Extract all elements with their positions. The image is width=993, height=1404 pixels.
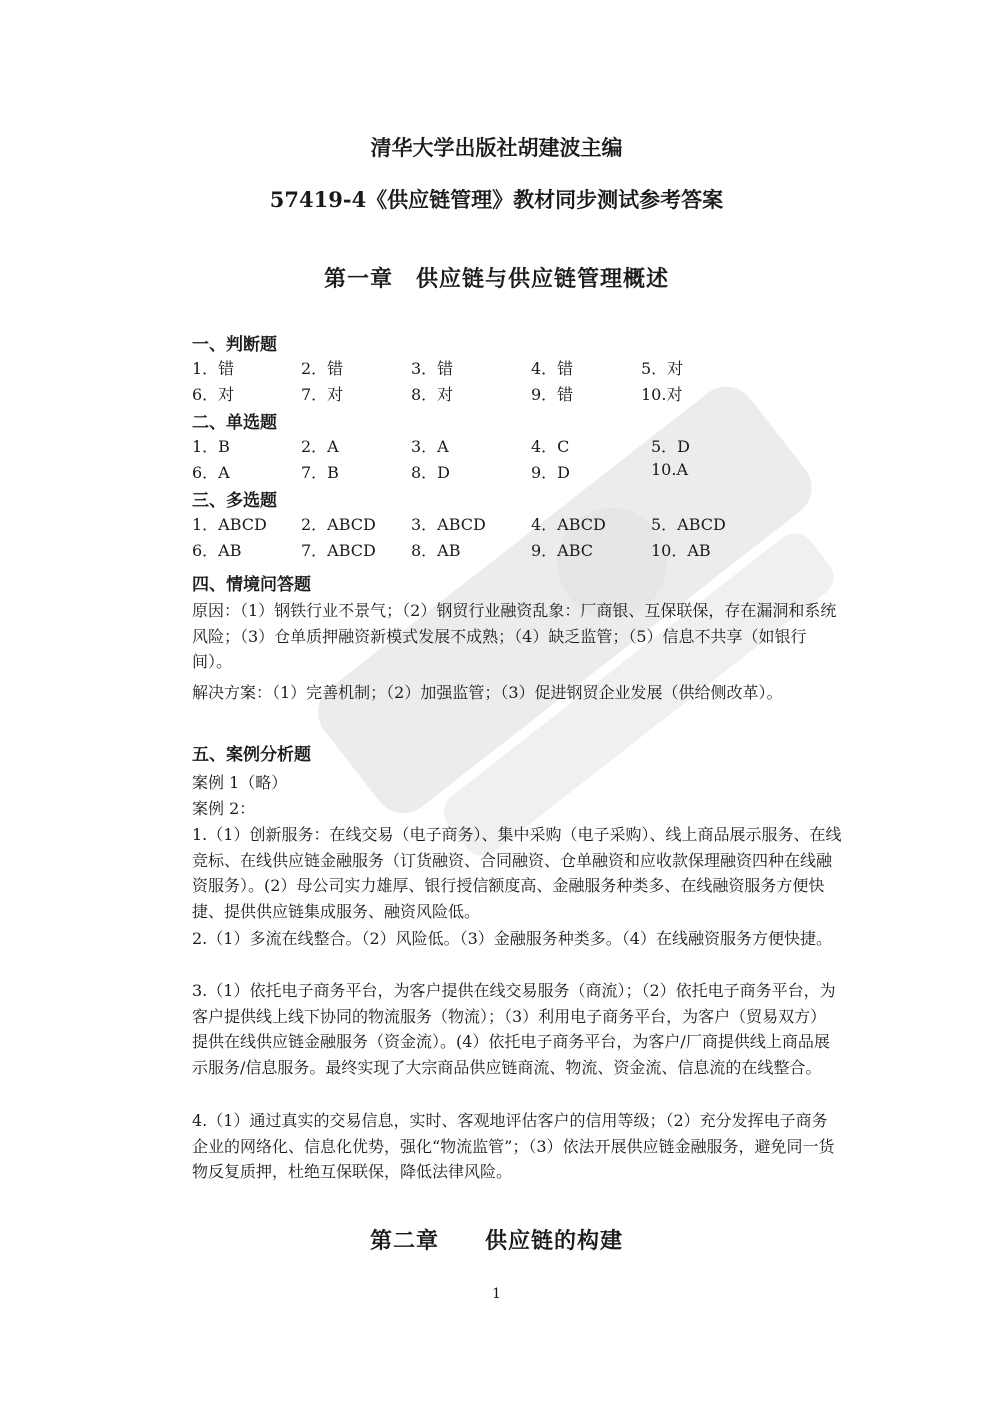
sec4-solution-paragraph xyxy=(192,680,842,706)
sec1-row2 xyxy=(0,382,993,406)
document-title: 57419-4《供应链管理》教材同步测试参考答案 xyxy=(269,187,724,212)
answer-item: 4．错 xyxy=(531,359,574,378)
answer-item: 9．D xyxy=(531,463,571,482)
answer-item: 1．ABCD xyxy=(192,515,267,534)
answer-item: 8．AB xyxy=(411,541,461,560)
answer-item: 2．A xyxy=(301,437,339,456)
case2-line: 案例 2： xyxy=(192,799,256,818)
sec2-row2 xyxy=(0,460,993,484)
answer-item: 2．错 xyxy=(301,359,344,378)
answer-item: 1．错 xyxy=(192,359,235,378)
answer-item: 9．ABC xyxy=(531,541,594,560)
answer-item: 5．ABCD xyxy=(651,515,726,534)
publisher-line: 清华大学出版社胡建波主编 xyxy=(370,135,623,160)
answer-item: 10.对 xyxy=(641,385,683,404)
answer-item: 9．错 xyxy=(531,385,574,404)
chapter1-title: 第一章 供应链与供应链管理概述 xyxy=(323,266,669,292)
answer-item: 2．ABCD xyxy=(301,515,376,534)
answer-item: 7．B xyxy=(301,463,339,482)
answer-item: 1．B xyxy=(192,437,230,456)
answer-item: 3．ABCD xyxy=(411,515,486,534)
sec5-heading: 五、案例分析题 xyxy=(192,745,311,765)
answer-item: 5．D xyxy=(651,437,691,456)
reason-text: 原因：（1）钢铁行业不景气；（2）钢贸行业融资乱象：厂商银、互保联保，存在漏洞和系统风险；（3）仓单质押融资新模式发展不成熟；（4）缺乏监管；（5）信息不共享（如银行间）。 xyxy=(192,601,837,672)
sec1-heading: 一、判断题 xyxy=(192,335,277,355)
answer-item: 7．ABCD xyxy=(301,541,376,560)
answer-item: 6．AB xyxy=(192,541,242,560)
sec3-heading: 三、多选题 xyxy=(192,491,277,511)
answer-item: 4．ABCD xyxy=(531,515,606,534)
chapter2-title: 第二章 供应链的构建 xyxy=(369,1228,623,1254)
case2-answer-4: 4.（1）通过真实的交易信息，实时、客观地评估客户的信用等级；（2）充分发挥电子商务企业的网络化、信息化优势，强化“物流监管”；（3）依法开展供应链金融服务，避免同一货物反复质押，杜绝互保联保，降低法律风险。 xyxy=(192,1111,835,1182)
answer-item: 6．对 xyxy=(192,385,235,404)
sec4-reason-paragraph xyxy=(192,598,842,675)
case1-line: 案例 1（略） xyxy=(192,773,288,792)
answer-item: 5．对 xyxy=(641,359,684,378)
answer-item: 8．对 xyxy=(411,385,454,404)
answer-item: 3．错 xyxy=(411,359,454,378)
page-number: 1 xyxy=(492,1286,501,1302)
answer-item: 8．D xyxy=(411,463,451,482)
answer-item: 7．对 xyxy=(301,385,344,404)
sec3-row1 xyxy=(0,512,993,536)
answer-item: 6．A xyxy=(192,463,230,482)
case2-answer-1: 1.（1）创新服务：在线交易（电子商务）、集中采购（电子采购）、线上商品展示服务、在线竞标、在线供应链金融服务（订货融资、合同融资、仓单融资和应收款保理融资四种在线融资服务）。(2）母公司实力雄厚、银行授信额度高、金融服务种类多、在线融资服务方便快捷、提供供应链集成服务、融资风险低。 xyxy=(192,825,842,921)
sec2-heading: 二、单选题 xyxy=(192,413,277,433)
case2-answer-2: 2.（1）多流在线整合。（2）风险低。（3）金融服务种类多。（4）在线融资服务方便快捷。 xyxy=(192,929,832,948)
sec4-heading: 四、情境问答题 xyxy=(192,575,311,595)
answer-item: 3．A xyxy=(411,437,449,456)
answer-item: 10．AB xyxy=(651,541,711,560)
sec1-row1 xyxy=(0,356,993,380)
answer-item: 4．C xyxy=(531,437,570,456)
sec3-row2 xyxy=(0,538,993,562)
answer-item: 10.A xyxy=(651,460,688,479)
solution-text: 解决方案：（1）完善机制；（2）加强监管；（3）促进钢贸企业发展（供给侧改革）。 xyxy=(192,683,783,702)
case2-answer-3: 3.（1）依托电子商务平台，为客户提供在线交易服务（商流）；（2）依托电子商务平台，为客户提供线上线下协同的物流服务（物流）；（3）利用电子商务平台，为客户（贸易双方）提供在线供应链金融服务（资金流）。(4）依托电子商务平台，为客户/厂商提供线上商品展示服务/信息服务。最终实现了大宗商品供应链商流、物流、资金流、信息流的在线整合。 xyxy=(192,981,836,1077)
sec2-row1 xyxy=(0,434,993,458)
